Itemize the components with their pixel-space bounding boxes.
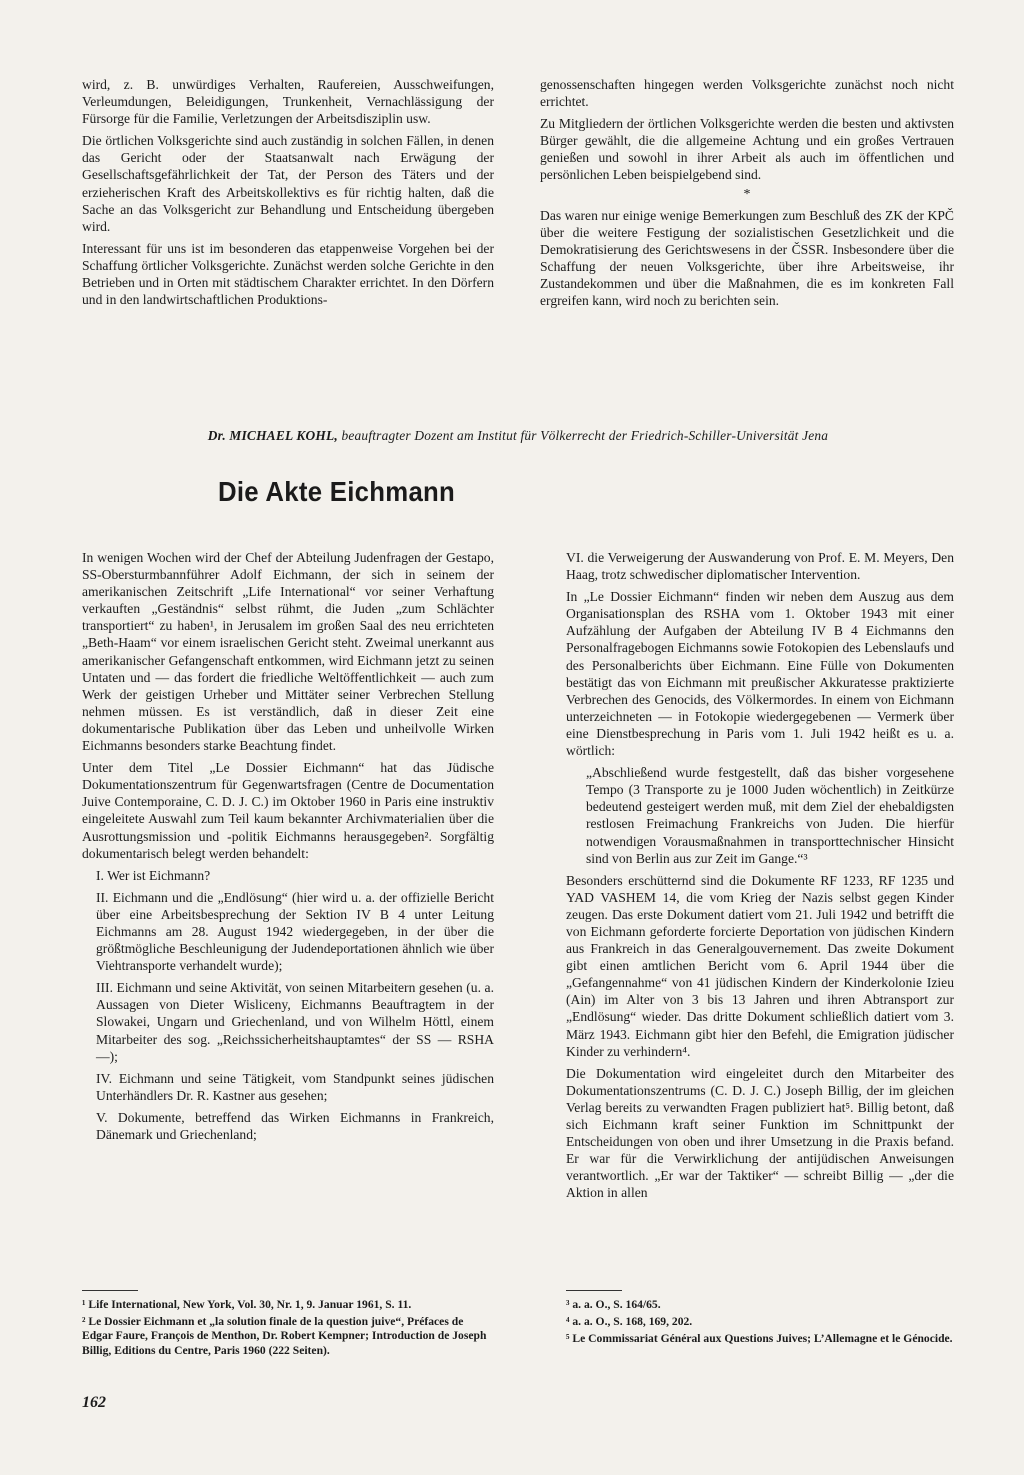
- paragraph: Die örtlichen Volksgerichte sind auch zuständig in solchen Fällen, in denen das Gericht oder der Staatsanwalt nach Erwägung der Gesellschaftsgefährlichkeit der Tat, der Person des Täters und der erzieherischen Kraft des Arbeitskollektivs es für richtig halten, daß die Sache an das Volksgericht zur Behandlung und Entscheidung übergeben wird.: [82, 133, 494, 234]
- list-item: III. Eichmann und seine Aktivität, von seinen Mitarbeitern gesehen (u. a. Aussagen von Dieter Wisliceny, Eichmanns Beauftragtem in der Slowakei, Ungarn und Griechenland, und von Wilhelm Höttl, einem Mitarbeiter des sog. „Reichssicherheitshauptamtes“ der SS — RSHA —);: [96, 980, 494, 1064]
- footnote-rule: [566, 1290, 622, 1291]
- footnote: ³ a. a. O., S. 164/65.: [566, 1298, 661, 1311]
- paragraph: Die Dokumentation wird eingeleitet durch den Mitarbeiter des Dokumentationszentrums (C. D. J. C.) Joseph Billig, der im gleichen Verlag bereits zu verwandten Fragen publiziert hat⁵. Billig betont, daß sich Eichmann kraft seiner Funktion im Schnittpunkt der Entscheidungen von oben und ihrer Umsetzung in die Praxis befand. Er war für die Verwirklichung der antijüdischen Anweisungen verantwortlich. „Er war der Taktiker“ — schreibt Billig — „der die Aktion in allen: [566, 1065, 954, 1201]
- author-role: beauftragter Dozent am Institut für Völkerrecht der Friedrich-Schiller-Universität Jena: [341, 428, 829, 443]
- author-name: Dr. MICHAEL KOHL,: [207, 428, 338, 443]
- list-item: V. Dokumente, betreffend das Wirken Eichmanns in Frankreich, Dänemark und Griechenland;: [96, 1109, 494, 1142]
- main-left-column: [82, 549, 494, 1148]
- paragraph: Besonders erschütternd sind die Dokumente RF 1233, RF 1235 und YAD VASHEM 14, die vom Krieg der Nazis selbst gegen Kinder zeugen. Das erste Dokument datiert vom 21. Juli 1942 und betrifft die von Eichmann geforderte forcierte Deportation von jüdischen Kindern aus Frankreich in das Generalgouvernement. Das zweite Dokument gibt einen amtlichen Bericht vom 6. April 1944 über die „Gefangennahme“ von 41 jüdischen Kindern der Kinderkolonie Izieu (Ain) im Alter von 3 bis 13 Jahren und ihren Abtransport zur „Endlösung“ wieder. Das dritte Dokument schließlich datiert vom 3. März 1943. Eichmann gibt hier den Befehl, die Emigration jüdischer Kinder zu verhindern⁴.: [566, 872, 954, 1059]
- footnotes-left: [82, 1298, 494, 1361]
- top-left-column: [82, 76, 494, 313]
- paragraph: Zu Mitgliedern der örtlichen Volksgerichte werden die besten und aktivsten Bürger gewählt, die die allgemeine Achtung und ein großes Vertrauen genießen und sowohl in ihrer Arbeit als auch im öffentlichen und persönlichen Leben beispielgebend sind.: [540, 116, 954, 183]
- footnote: ¹ Life International, New York, Vol. 30, Nr. 1, 9. Januar 1961, S. 11.: [82, 1298, 412, 1311]
- list-item: IV. Eichmann und seine Tätigkeit, vom Standpunkt seines jüdischen Unterhändlers Dr. R. Kastner aus gesehen;: [96, 1070, 494, 1103]
- paragraph: In „Le Dossier Eichmann“ finden wir neben dem Auszug aus dem Organisationsplan des RSHA vom 1. Oktober 1943 mit einer Aufzählung der Aufgaben der Abteilung IV B 4 Eichmanns den Personalfragebogen Eichmanns sowie Fotokopien des Lebenslaufs und des Personalberichts über Eichmann. Eine Fülle von Dokumenten bestätigt das von Eichmann mit preußischer Akkuratesse praktizierte Verbrechen des Genocids, des Völkermordes. In einem von Eichmann unterzeichneten — in Fotokopie wiedergegebenen — Vermerk über eine Dienstbesprechung in Paris vom 1. Juli 1942 heißt es u. a. wörtlich:: [566, 589, 954, 759]
- paragraph: Unter dem Titel „Le Dossier Eichmann“ hat das Jüdische Dokumentationszentrum für Gegenwartsfragen (Centre de Documentation Juive Contemporaine, C. D. J. C.) im Oktober 1960 in Paris eine instruktiv eingeleitete Auswahl zum Teil kaum bekannter Archivmaterialien über die Ausrottungsmission und -politik Eichmanns herausgegeben². Sorgfältig dokumentarisch belegt werden behandelt:: [82, 760, 494, 861]
- footnote: ² Le Dossier Eichmann et „la solution finale de la question juive“, Préfaces de Edgar Faure, François de Menthon, Dr. Robert Kempner; Introduction de Joseph Billig, Editions du Centre, Paris 1960 (222 Seiten).: [82, 1315, 487, 1357]
- article-title: Die Akte Eichmann: [218, 476, 456, 507]
- author-byline: [82, 428, 954, 444]
- block-quote: „Abschließend wurde festgestellt, daß das bisher vorgesehene Tempo (3 Transporte zu je 1000 Juden wöchentlich) in Zeitkürze bedeutend gesteigert werden muß, mit dem Ziel der ehebaldigsten restlosen Freimachung Frankreichs von Juden. Die hierfür notwendigen Vorausmaßnahmen in transporttechnischer Hinsicht sind von Berlin aus zur Zeit im Gange.“³: [586, 765, 954, 866]
- paragraph: genossenschaften hingegen werden Volksgerichte zunächst noch nicht errichtet.: [540, 77, 954, 110]
- main-right-column: [566, 549, 954, 1206]
- paragraph: In wenigen Wochen wird der Chef der Abteilung Judenfragen der Gestapo, SS-Obersturmbannführer Adolf Eichmann, der sich in seinem der amerikanischen Zeitschrift „Life International“ vor seiner Verhaftung verkauften „Geständnis“ selbst rühmt, die Juden „zum Schlächter transportiert“ zu haben¹, in Jerusalem im großen Saal des neu errichteten „Beth-Haam“ vor einem israelischen Gericht steht. Zweimal unerkannt aus amerikanischer Gefangenschaft entkommen, wird Eichmann jetzt zu seinen Untaten und — das fordert die friedliche Weltöffentlichkeit — auch zum Werk der geistigen Urheber und Mittäter seiner Verbrechen Stellung nehmen müssen. Es ist verständlich, daß in dieser Zeit eine dokumentarische Publikation über das Leben und unheilvolle Wirken Eichmanns besonders starke Beachtung findet.: [82, 550, 494, 754]
- list-item: II. Eichmann und die „Endlösung“ (hier wird u. a. der offizielle Bericht über eine Arbeitsbesprechung der Sektion IV B 4 unter Leitung Eichmanns am 28. August 1942 wiedergegeben, in der über die größtmögliche Beschleunigung der Judendeportationen ähnlich wie über Viehtransporte verhandelt wurde);: [96, 889, 494, 974]
- top-right-column: [540, 76, 954, 314]
- list-item: I. Wer ist Eichmann?: [96, 867, 211, 883]
- list-item: VI. die Verweigerung der Auswanderung von Prof. E. M. Meyers, Den Haag, trotz schwedischer diplomatischer Intervention.: [566, 550, 954, 583]
- footnote: ⁴ a. a. O., S. 168, 169, 202.: [566, 1315, 693, 1329]
- section-separator: *: [743, 186, 751, 202]
- paragraph: wird, z. B. unwürdiges Verhalten, Raufereien, Ausschweifungen, Verleumdungen, Beleidigungen, Trunkenheit, Vernachlässigung der Fürsorge für die Familie, Verletzungen der Arbeitsdisziplin usw.: [82, 77, 494, 127]
- paragraph: Das waren nur einige wenige Bemerkungen zum Beschluß des ZK der KPČ über die weitere Festigung der sozialistischen Gesetzlichkeit und die Demokratisierung des Gerichtswesens in der ČSSR. Insbesondere über die Schaffung der neuen Volksgerichte, über ihre Arbeitsweise, ihr Zustandekommen und über die Maßnahmen, die es im konkreten Fall ergreifen kann, wird noch zu berichten sein.: [540, 207, 954, 309]
- footnote-rule: [82, 1290, 138, 1291]
- page-number: 162: [82, 1394, 106, 1411]
- footnote: ⁵ Le Commissariat Général aux Questions Juives; L’Allemagne et le Génocide.: [566, 1332, 953, 1346]
- paragraph: Interessant für uns ist im besonderen das etappenweise Vorgehen bei der Schaffung örtlicher Volksgerichte. Zunächst werden solche Gerichte in den Betrieben und in Orten mit städtischem Charakter errichtet. In den Dörfern und in den landwirtschaftlichen Produktions-: [82, 240, 494, 308]
- footnotes-right: [566, 1298, 954, 1350]
